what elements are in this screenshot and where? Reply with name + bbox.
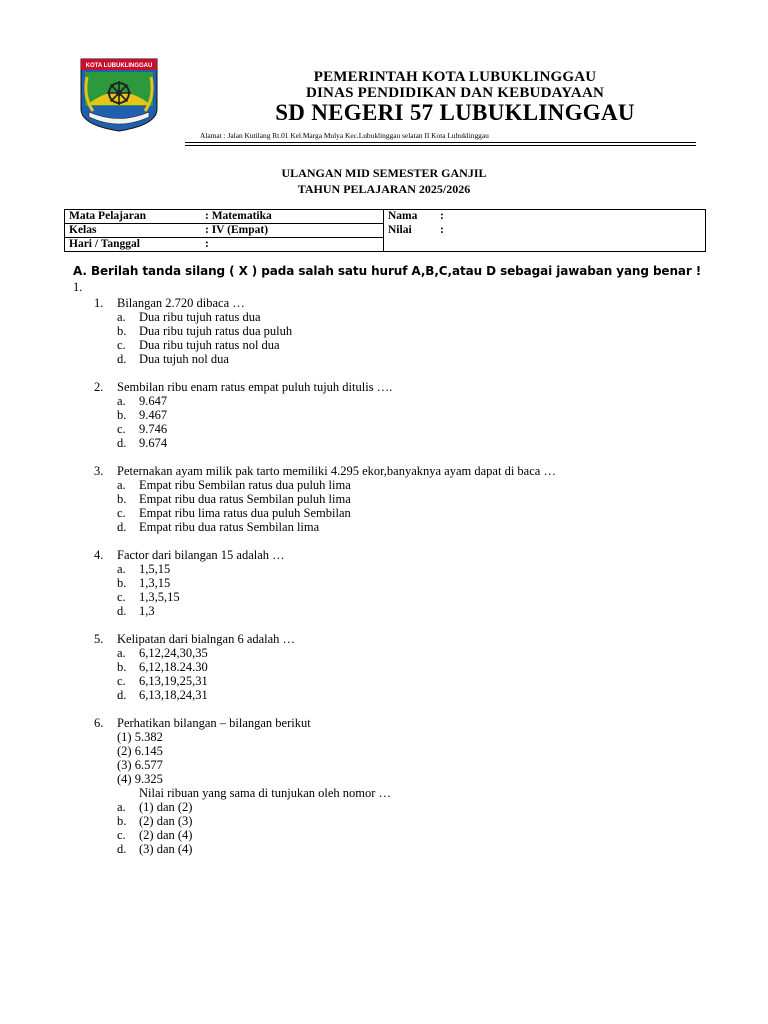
option-text: Empat ribu dua ratus Sembilan puluh lima <box>139 492 351 506</box>
question-number: 5. <box>94 632 104 646</box>
option-text: (1) dan (2) <box>139 800 193 814</box>
day-cell <box>65 238 384 252</box>
question-text: Bilangan 2.720 dibaca … <box>117 296 245 310</box>
name-label: Nama <box>388 210 418 222</box>
option-letter[interactable]: c. <box>117 590 126 604</box>
subject-cell <box>65 210 384 224</box>
question-text: Sembilan ribu enam ratus empat puluh tujuh ditulis …. <box>117 380 393 394</box>
question-number: 6. <box>94 716 104 730</box>
option-letter[interactable]: d. <box>117 688 127 702</box>
question-text: Peternakan ayam milik pak tarto memiliki 4.295 ekor,banyaknya ayam dapat di baca … <box>117 464 556 478</box>
option-text: Dua ribu tujuh ratus nol dua <box>139 338 280 352</box>
name-cell[interactable] <box>384 210 706 224</box>
subject-label: Mata Pelajaran <box>69 210 146 222</box>
option-letter[interactable]: c. <box>117 506 126 520</box>
option-letter[interactable]: a. <box>117 394 126 408</box>
option-letter[interactable]: b. <box>117 576 127 590</box>
logo-text: KOTA LUBUKLINGGAU <box>85 63 153 69</box>
header-divider <box>185 142 696 143</box>
subject-value: : Matematika <box>205 210 272 222</box>
class-label: Kelas <box>69 224 97 236</box>
option-letter[interactable]: a. <box>117 478 126 492</box>
question-prompt: Nilai ribuan yang sama di tunjukan oleh nomor … <box>139 786 392 800</box>
school-name: SD NEGERI 57 LUBUKLINGGAU <box>275 100 635 125</box>
option-letter[interactable]: d. <box>117 604 127 618</box>
option-letter[interactable]: d. <box>117 520 127 534</box>
question-text: Kelipatan dari bialngan 6 adalah … <box>117 632 296 646</box>
option-text: Dua tujuh nol dua <box>139 352 229 366</box>
option-text: Empat ribu lima ratus dua puluh Sembilan <box>139 506 351 520</box>
sub-item: (2) 6.145 <box>117 744 163 758</box>
name-value: : <box>440 210 444 222</box>
day-value: : <box>205 238 209 250</box>
day-label: Hari / Tanggal <box>69 238 140 250</box>
option-letter[interactable]: c. <box>117 422 126 436</box>
score-label: Nilai <box>388 223 412 236</box>
question-text: Factor dari bilangan 15 adalah … <box>117 548 285 562</box>
option-text: 1,5,15 <box>139 562 171 576</box>
exam-year: TAHUN PELAJARAN 2025/2026 <box>297 182 471 196</box>
option-text: 1,3,15 <box>139 576 171 590</box>
option-text: Empat ribu dua ratus Sembilan lima <box>139 520 320 534</box>
option-letter[interactable]: c. <box>117 828 126 842</box>
option-letter[interactable]: c. <box>117 674 126 688</box>
option-letter[interactable]: d. <box>117 436 127 450</box>
option-letter[interactable]: b. <box>117 324 127 338</box>
option-text: 6,13,18,24,31 <box>139 688 208 702</box>
option-letter[interactable]: d. <box>117 842 127 856</box>
score-cell[interactable] <box>384 224 706 252</box>
option-text: (3) dan (4) <box>139 842 193 856</box>
city-logo <box>77 57 161 133</box>
exam-title: ULANGAN MID SEMESTER GANJIL <box>281 166 487 180</box>
option-letter[interactable]: a. <box>117 646 126 660</box>
option-letter[interactable]: b. <box>117 660 127 674</box>
government-line: PEMERINTAH KOTA LUBUKLINGGAU <box>313 69 597 85</box>
option-text: 1,3 <box>139 604 155 618</box>
question-number: 1. <box>94 296 104 310</box>
sub-item: (4) 9.325 <box>117 772 163 786</box>
class-cell <box>65 224 384 238</box>
option-text: (2) dan (3) <box>139 814 193 828</box>
option-letter[interactable]: a. <box>117 800 126 814</box>
option-text: 1,3,5,15 <box>139 590 180 604</box>
department-line: DINAS PENDIDIKAN DAN KEBUDAYAAN <box>305 85 605 101</box>
option-text: 9.674 <box>139 436 168 450</box>
section-instruction: A. Berilah tanda silang ( X ) pada salah satu huruf A,B,C,atau D sebagai jawaban yang benar ! <box>73 264 702 278</box>
option-letter[interactable]: b. <box>117 814 127 828</box>
header-divider-thin <box>185 145 696 146</box>
option-letter[interactable]: b. <box>117 492 127 506</box>
option-letter[interactable]: b. <box>117 408 127 422</box>
option-text: Dua ribu tujuh ratus dua puluh <box>139 324 293 338</box>
option-letter[interactable]: a. <box>117 310 126 324</box>
option-text: 9.746 <box>139 422 168 436</box>
option-text: Dua ribu tujuh ratus dua <box>139 310 261 324</box>
stray-number: 1. <box>73 280 83 294</box>
sub-item: (3) 6.577 <box>117 758 163 772</box>
question-number: 3. <box>94 464 104 478</box>
option-text: Empat ribu Sembilan ratus dua puluh lima <box>139 478 351 492</box>
question-number: 2. <box>94 380 104 394</box>
option-text: 9.647 <box>139 394 168 408</box>
option-letter[interactable]: d. <box>117 352 127 366</box>
option-text: 6,12,18.24.30 <box>139 660 208 674</box>
option-text: 9.467 <box>139 408 168 422</box>
school-address: Alamat : Jalan Kutilang Rt.01 Kel.Marga Mulya Kec.Lubuklinggau selatan II Kota Lubuklinggau <box>200 131 489 140</box>
option-letter[interactable]: a. <box>117 562 126 576</box>
option-text: (2) dan (4) <box>139 828 193 842</box>
option-letter[interactable]: c. <box>117 338 126 352</box>
option-text: 6,12,24,30,35 <box>139 646 208 660</box>
sub-item: (1) 5.382 <box>117 730 163 744</box>
class-value: : IV (Empat) <box>205 224 269 236</box>
student-info-table <box>64 209 706 252</box>
question-text: Perhatikan bilangan – bilangan berikut <box>117 716 311 730</box>
question-number: 4. <box>94 548 104 562</box>
score-value: : <box>440 223 444 236</box>
option-text: 6,13,19,25,31 <box>139 674 208 688</box>
